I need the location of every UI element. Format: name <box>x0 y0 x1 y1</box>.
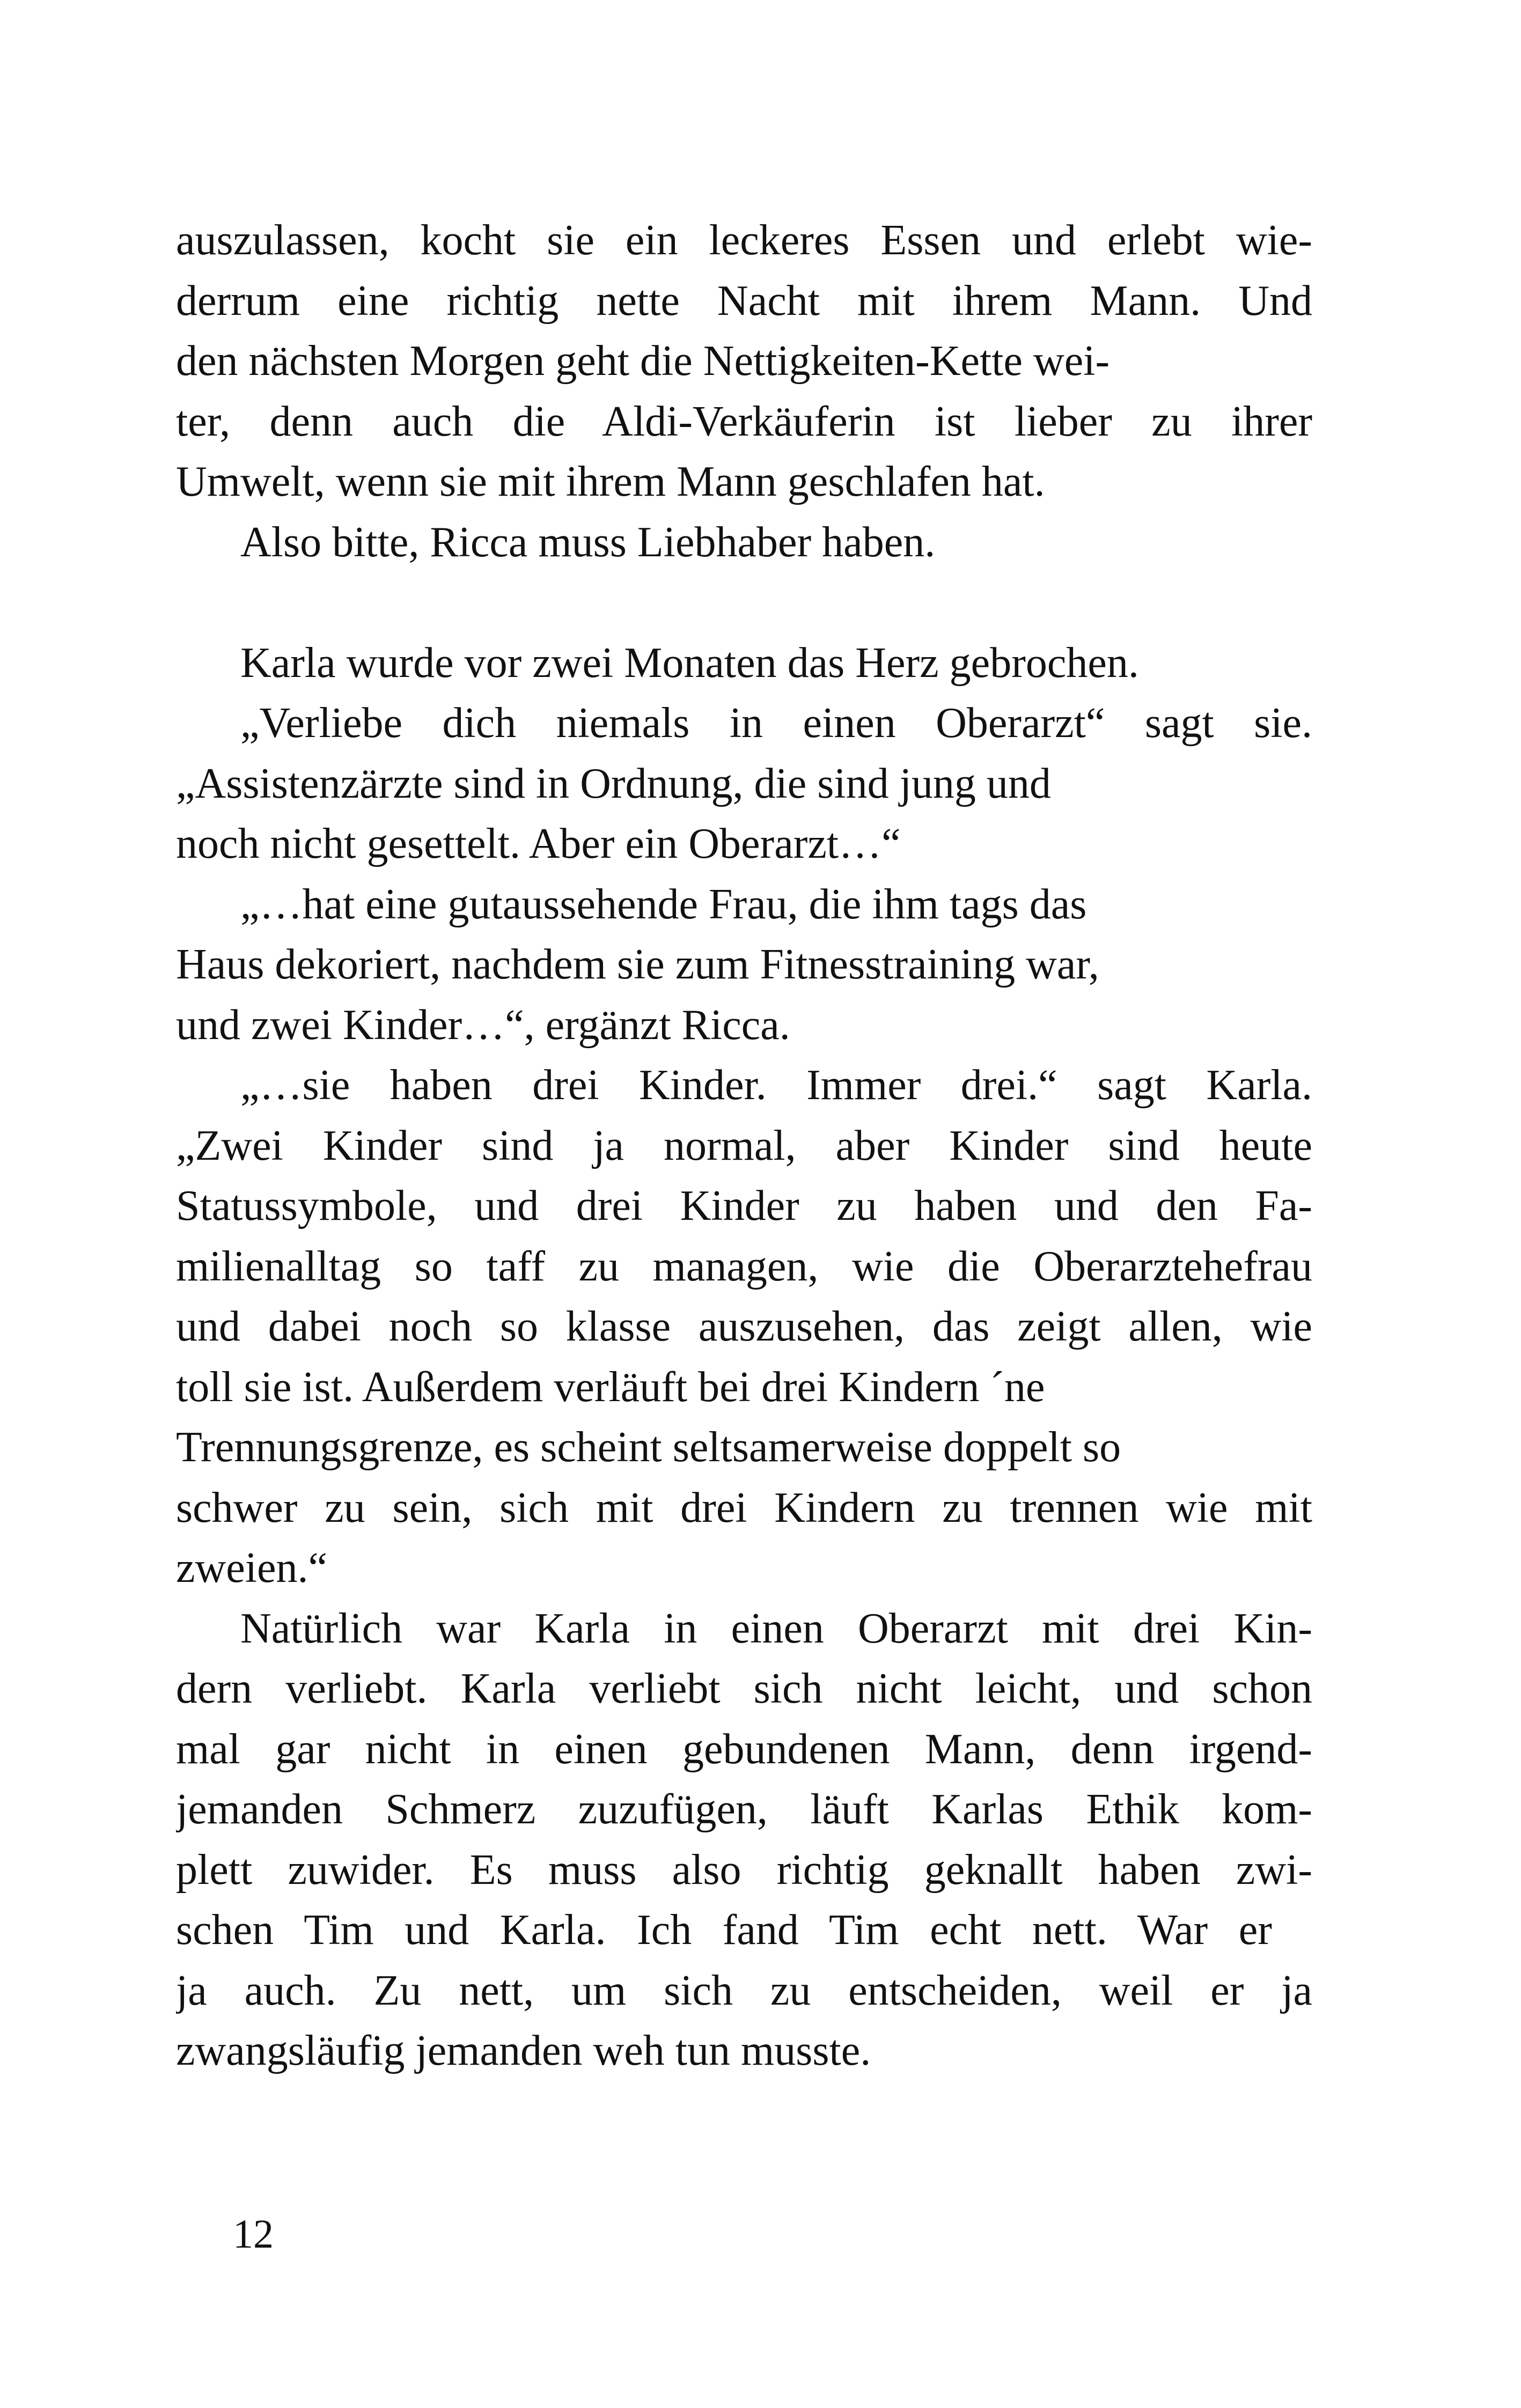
text-line-content: derrum eine richtig nette Nacht mit ihrem Mann. Und <box>176 277 1312 325</box>
text-line <box>176 874 1312 935</box>
text-line-content: ja auch. Zu nett, um sich zu entscheiden, weil er ja <box>176 1967 1312 2014</box>
text-line <box>176 1116 1312 1176</box>
text-line-content: „…sie haben drei Kinder. Immer drei.“ sagt Karla. <box>240 1062 1312 1109</box>
paragraph <box>176 1599 1312 2081</box>
text-line-content: Umwelt, wenn sie mit ihrem Mann geschlafen hat. <box>176 458 1045 505</box>
paragraph <box>176 693 1312 874</box>
text-line-content: Statussymbole, und drei Kinder zu haben und den Fa- <box>176 1182 1312 1229</box>
text-line-content: plett zuwider. Es muss also richtig geknallt haben zwi- <box>176 1846 1312 1894</box>
text-line <box>176 754 1312 814</box>
text-line <box>176 1900 1312 1961</box>
text-line <box>176 1417 1312 1478</box>
text-line-content: zweien.“ <box>176 1544 328 1592</box>
text-line-content: dern verliebt. Karla verliebt sich nicht leicht, und schon <box>176 1665 1312 1712</box>
text-line <box>176 1719 1312 1780</box>
text-line-content: „Assistenzärzte sind in Ordnung, die sind jung und <box>176 760 1051 807</box>
text-line <box>176 633 1312 694</box>
text-line-content: jemanden Schmerz zuzufügen, läuft Karlas Ethik kom- <box>176 1786 1312 1833</box>
text-line <box>176 452 1312 512</box>
text-line <box>176 331 1312 392</box>
text-line <box>176 1538 1312 1599</box>
text-line <box>176 271 1312 332</box>
text-line <box>176 1176 1312 1236</box>
text-line <box>176 693 1312 754</box>
text-line-content: „…hat eine gutaussehende Frau, die ihm tags das <box>240 880 1087 928</box>
text-line <box>176 995 1312 1056</box>
text-line-content: „Zwei Kinder sind ja normal, aber Kinder sind heute <box>176 1122 1312 1169</box>
text-line <box>176 1599 1312 1659</box>
text-line-content: schen Tim und Karla. Ich fand Tim echt nett. War er <box>176 1906 1272 1954</box>
page-number: 12 <box>233 2212 274 2257</box>
text-line <box>176 1659 1312 1719</box>
text-line-content: zwangsläufig jemanden weh tun musste. <box>176 2027 871 2074</box>
text-line <box>176 1055 1312 1116</box>
text-line <box>176 934 1312 995</box>
text-line <box>176 1840 1312 1901</box>
text-line <box>176 1478 1312 1538</box>
text-line-content: ter, denn auch die Aldi-Verkäuferin ist lieber zu ihrer <box>176 397 1312 445</box>
text-line-content: auszulassen, kocht sie ein leckeres Essen und erlebt wie- <box>176 217 1312 264</box>
text-line <box>176 2021 1312 2081</box>
text-line-content: Haus dekoriert, nachdem sie zum Fitnesstraining war, <box>176 941 1099 988</box>
paragraph <box>176 874 1312 1056</box>
text-line-content: und zwei Kinder…“, ergänzt Ricca. <box>176 1001 790 1049</box>
text-line-content: den nächsten Morgen geht die Nettigkeiten-Kette wei- <box>176 337 1110 385</box>
text-line <box>176 1961 1312 2021</box>
text-line-content: Natürlich war Karla in einen Oberarzt mit drei Kin- <box>240 1604 1312 1652</box>
paragraph <box>176 512 1312 573</box>
paragraph-spacer <box>176 572 1312 633</box>
paragraph <box>176 633 1312 694</box>
body-text <box>176 210 1312 2081</box>
text-line <box>176 512 1312 573</box>
text-line-content: Karla wurde vor zwei Monaten das Herz gebrochen. <box>240 639 1139 687</box>
text-line-content: toll sie ist. Außerdem verläuft bei drei Kindern ´ne <box>176 1363 1045 1411</box>
text-line-content: und dabei noch so klasse auszusehen, das zeigt allen, wie <box>176 1303 1312 1350</box>
paragraph <box>176 210 1312 512</box>
text-line <box>176 210 1312 271</box>
text-line-content: milienalltag so taff zu managen, wie die Oberarztehefrau <box>176 1242 1312 1290</box>
paragraph <box>176 1055 1312 1599</box>
text-line-content: mal gar nicht in einen gebundenen Mann, denn irgend- <box>176 1725 1312 1773</box>
text-line <box>176 1779 1312 1840</box>
text-line-content: Trennungsgrenze, es scheint seltsamerweise doppelt so <box>176 1424 1121 1471</box>
text-line-content: noch nicht gesettelt. Aber ein Oberarzt…“ <box>176 820 901 867</box>
text-line-content: „Verliebe dich niemals in einen Oberarzt“ sagt sie. <box>240 699 1312 747</box>
text-line-content: Also bitte, Ricca muss Liebhaber haben. <box>240 518 936 566</box>
text-line <box>176 1297 1312 1357</box>
text-line <box>176 1357 1312 1418</box>
text-line <box>176 814 1312 874</box>
text-line <box>176 392 1312 452</box>
text-line <box>176 1236 1312 1297</box>
text-line-content: schwer zu sein, sich mit drei Kindern zu trennen wie mit <box>176 1484 1312 1531</box>
